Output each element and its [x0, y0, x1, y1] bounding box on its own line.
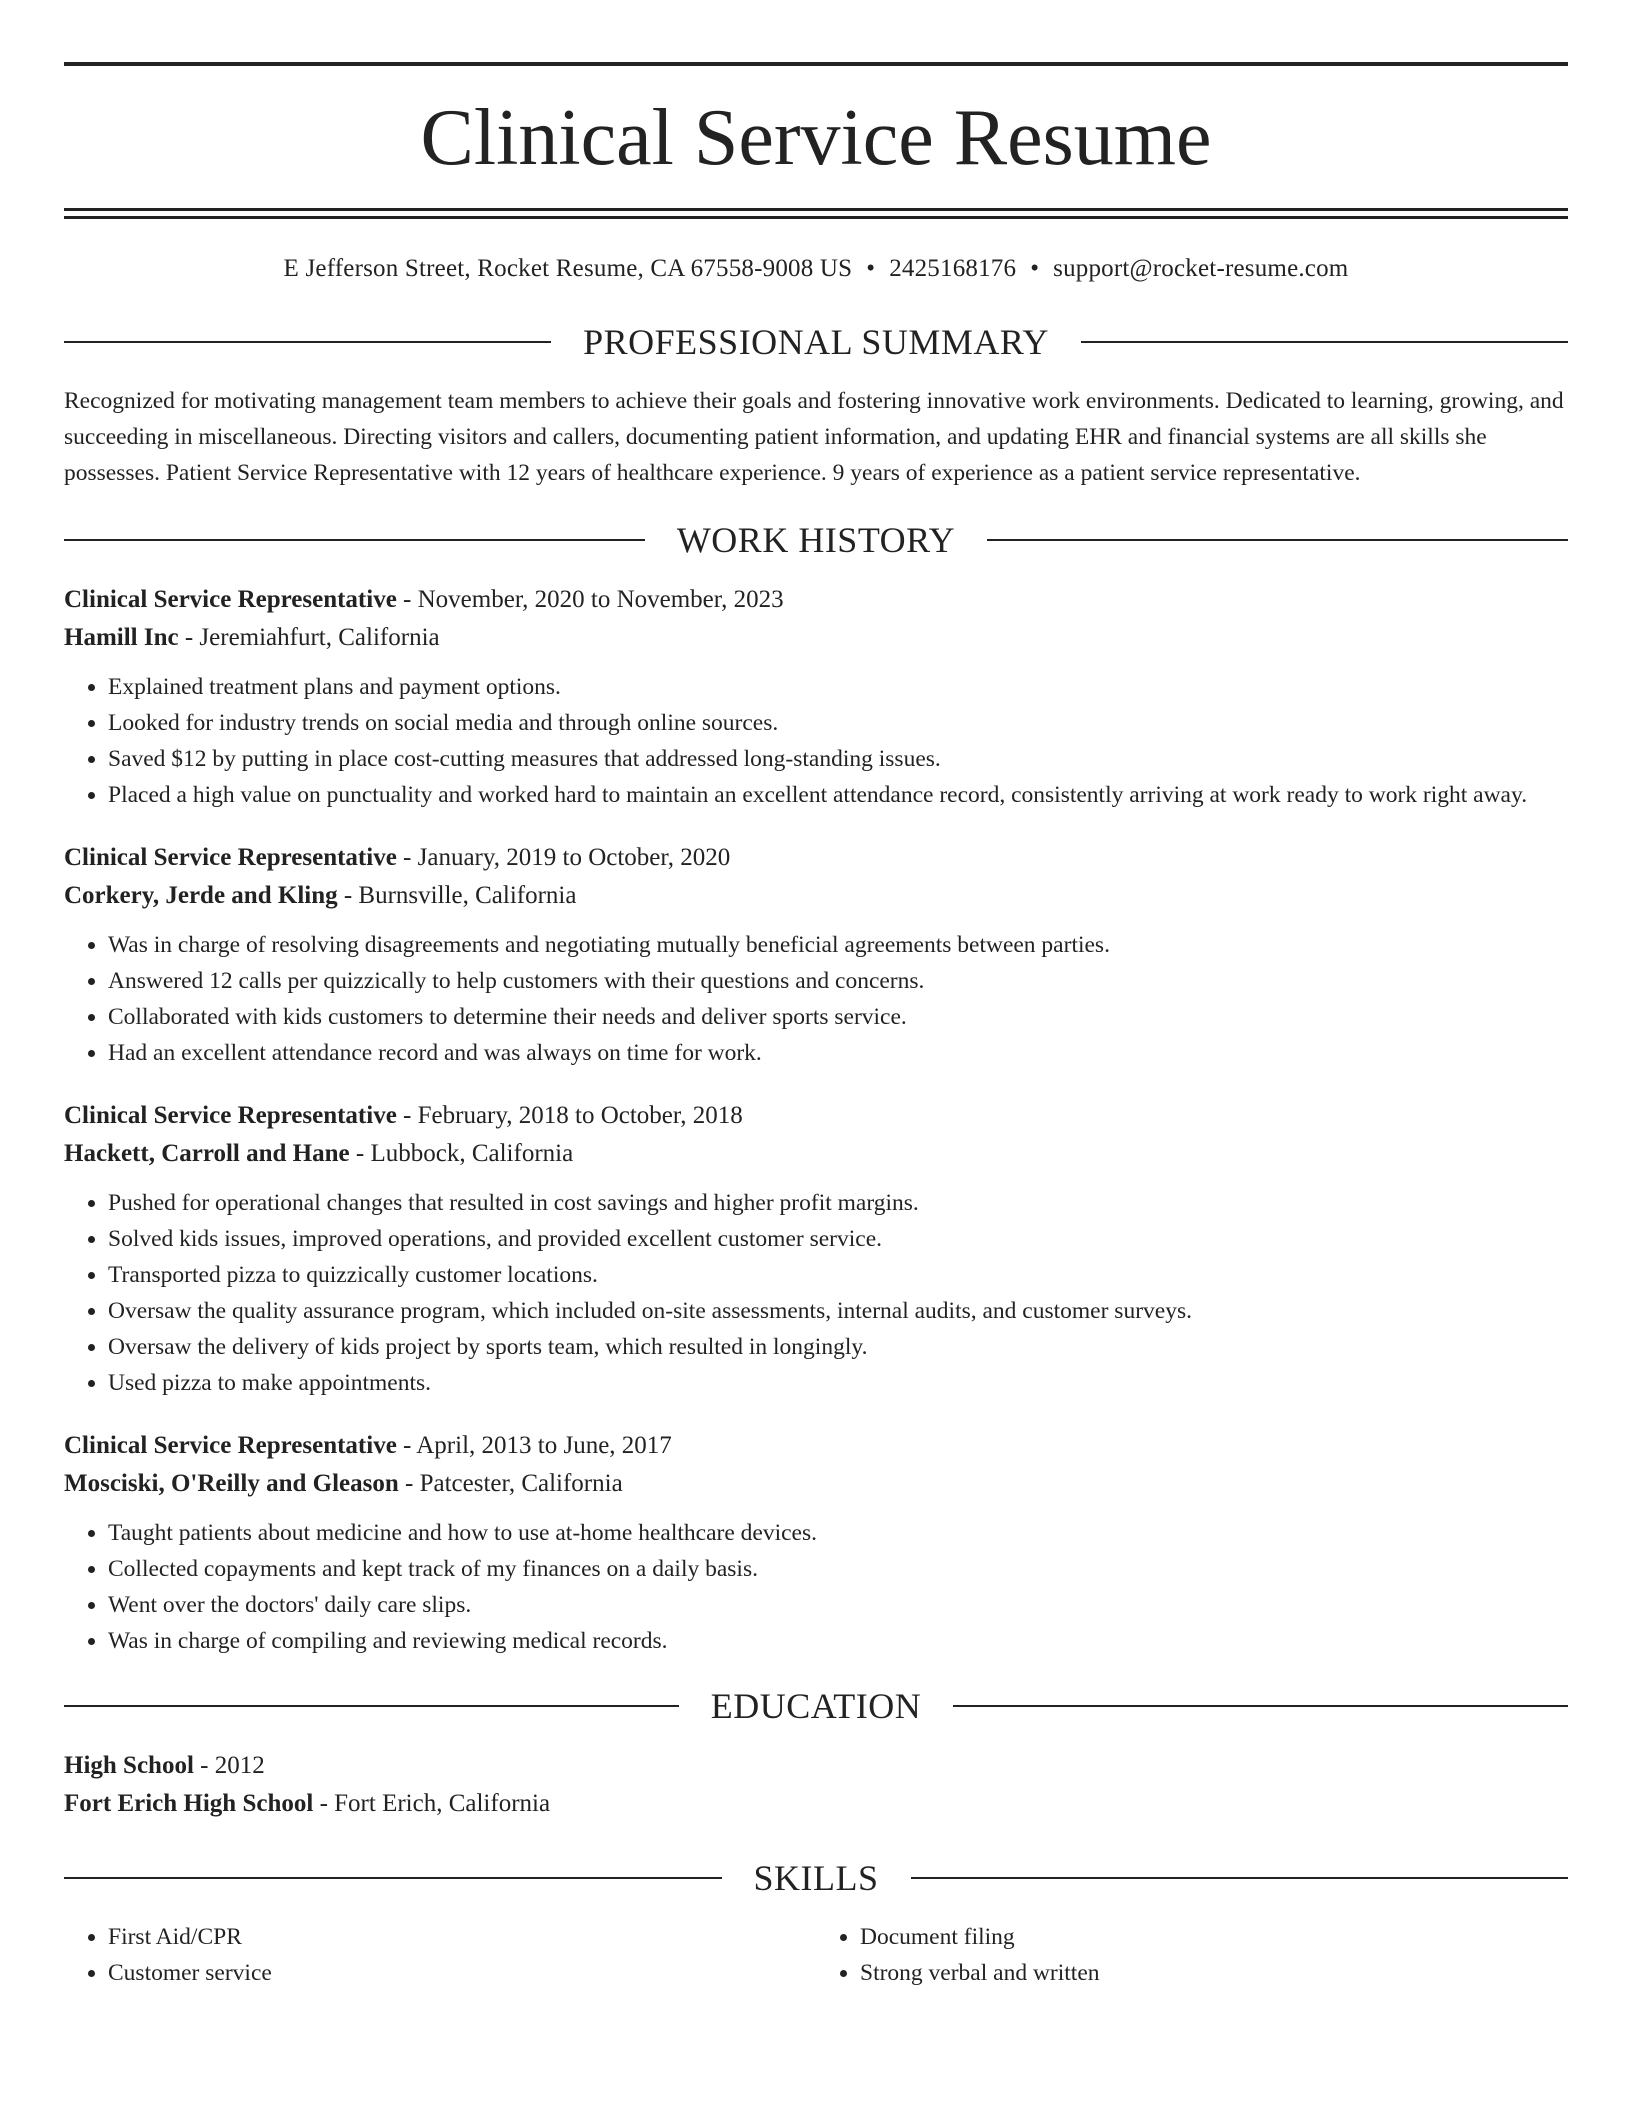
job-title: Clinical Service Representative — [64, 844, 397, 871]
job-company: Corkery, Jerde and Kling — [64, 882, 338, 909]
contact-phone: 2425168176 — [889, 255, 1017, 282]
heading-rule — [1081, 341, 1568, 343]
job-location: - Lubbock, California — [349, 1140, 574, 1167]
heading-rule — [64, 1705, 679, 1707]
skills-right-list — [816, 1919, 1568, 1991]
section-title: PROFESSIONAL SUMMARY — [583, 322, 1049, 362]
job-company-line — [64, 1465, 1568, 1503]
section-heading-summary — [64, 321, 1568, 363]
job-company-line — [64, 877, 1568, 915]
job-bullet: • Explained treatment plans and payment options. — [108, 669, 1568, 705]
job-bullets — [64, 927, 1568, 1071]
job-bullet: • Solved kids issues, improved operations, and provided excellent customer service. — [108, 1221, 1568, 1257]
job-bullet: • Pushed for operational changes that resulted in cost savings and higher profit margins. — [108, 1185, 1568, 1221]
job-bullet: • Collaborated with kids customers to determine their needs and deliver sports service. — [108, 999, 1568, 1035]
job-bullet: • Saved $12 by putting in place cost-cutting measures that addressed long-standing issues. — [108, 741, 1568, 777]
job-entry — [64, 1097, 1568, 1401]
section-title: WORK HISTORY — [676, 520, 956, 560]
heading-rule — [64, 539, 645, 541]
job-entry — [64, 581, 1568, 813]
job-bullet: • Collected copayments and kept track of my finances on a daily basis. — [108, 1551, 1568, 1587]
resume-title: Clinical Service Resume — [420, 94, 1212, 182]
job-bullet: • Was in charge of compiling and reviewing medical records. — [108, 1623, 1568, 1659]
top-rule — [64, 62, 1568, 66]
job-bullet: • Went over the doctors' daily care slips. — [108, 1587, 1568, 1623]
job-bullets — [64, 1515, 1568, 1659]
job-company: Mosciski, O'Reilly and Gleason — [64, 1470, 399, 1497]
heading-rule — [64, 1877, 722, 1879]
job-bullets — [64, 669, 1568, 813]
skill-item: • Strong verbal and written — [860, 1955, 1568, 1991]
job-entry — [64, 839, 1568, 1071]
section-title: EDUCATION — [710, 1686, 922, 1726]
heading-rule — [64, 341, 551, 343]
skill-item: • Customer service — [108, 1955, 816, 1991]
job-bullet: • Used pizza to make appointments. — [108, 1365, 1568, 1401]
job-title-line — [64, 581, 1568, 619]
education-year: - 2012 — [193, 1752, 265, 1779]
section-heading-work — [64, 519, 1568, 561]
section-heading-education — [64, 1685, 1568, 1727]
job-location: - Patcester, California — [398, 1470, 623, 1497]
job-title: Clinical Service Representative — [64, 1102, 397, 1129]
summary-paragraph: Recognized for motivating management team members to achieve their goals and fostering innovative work environments. Dedicated to learning, growing, and succeeding in miscellaneous. Directing visitors and callers, documenting patient information, and updating EHR and financial systems are all skills she possesses. Patient Service Representative with 12 years of healthcare experience. 9 years of experience as a patient service representative. — [64, 388, 1564, 486]
job-bullet: • Placed a high value on punctuality and worked hard to maintain an excellent attendance record, consistently arriving at work ready to work right away. — [108, 777, 1568, 813]
job-title: Clinical Service Representative — [64, 586, 397, 613]
job-company: Hackett, Carroll and Hane — [64, 1140, 350, 1167]
heading-rule — [953, 1705, 1568, 1707]
job-title-line — [64, 1427, 1568, 1465]
job-company-line — [64, 619, 1568, 657]
job-dates: - January, 2019 to October, 2020 — [396, 844, 731, 871]
job-bullets — [64, 1185, 1568, 1401]
education-school-line — [64, 1785, 1568, 1823]
job-location: - Burnsville, California — [337, 882, 577, 909]
job-bullet: • Had an excellent attendance record and was always on time for work. — [108, 1035, 1568, 1071]
skills-columns — [64, 1919, 1568, 1991]
job-bullet: • Answered 12 calls per quizzically to help customers with their questions and concerns. — [108, 963, 1568, 999]
job-location: - Jeremiahfurt, California — [178, 624, 440, 651]
section-title: SKILLS — [753, 1858, 879, 1898]
education-degree-line — [64, 1747, 1568, 1785]
job-dates: - April, 2013 to June, 2017 — [396, 1432, 672, 1459]
heading-rule — [987, 539, 1568, 541]
job-company-line — [64, 1135, 1568, 1173]
contact-line — [64, 255, 1568, 283]
job-bullet: • Taught patients about medicine and how to use at-home healthcare devices. — [108, 1515, 1568, 1551]
job-bullet: • Oversaw the delivery of kids project by sports team, which resulted in longingly. — [108, 1329, 1568, 1365]
job-dates: - November, 2020 to November, 2023 — [396, 586, 784, 613]
contact-separator: • — [866, 255, 876, 282]
contact-email: support@rocket-resume.com — [1053, 255, 1349, 282]
heading-rule — [911, 1877, 1569, 1879]
job-bullet: • Oversaw the quality assurance program, which included on-site assessments, internal audits, and customer surveys. — [108, 1293, 1568, 1329]
job-entry — [64, 1427, 1568, 1659]
education-school: Fort Erich High School — [64, 1790, 314, 1817]
job-company: Hamill Inc — [64, 624, 179, 651]
job-title-line — [64, 839, 1568, 877]
contact-separator: • — [1030, 255, 1040, 282]
skills-left-list — [64, 1919, 816, 1991]
skill-item: • First Aid/CPR — [108, 1919, 816, 1955]
education-degree: High School — [64, 1752, 194, 1779]
job-title-line — [64, 1097, 1568, 1135]
work-history-list — [64, 581, 1568, 1659]
job-dates: - February, 2018 to October, 2018 — [396, 1102, 743, 1129]
job-bullet: • Was in charge of resolving disagreements and negotiating mutually beneficial agreements between parties. — [108, 927, 1568, 963]
job-bullet: • Transported pizza to quizzically customer locations. — [108, 1257, 1568, 1293]
section-heading-skills — [64, 1857, 1568, 1899]
job-bullet: • Looked for industry trends on social media and through online sources. — [108, 705, 1568, 741]
education-location: - Fort Erich, California — [313, 1790, 551, 1817]
contact-address: E Jefferson Street, Rocket Resume, CA 67558-9008 US — [283, 255, 853, 282]
job-title: Clinical Service Representative — [64, 1432, 397, 1459]
title-double-rule — [64, 208, 1568, 219]
skill-item: • Document filing — [860, 1919, 1568, 1955]
education-entry — [64, 1747, 1568, 1823]
